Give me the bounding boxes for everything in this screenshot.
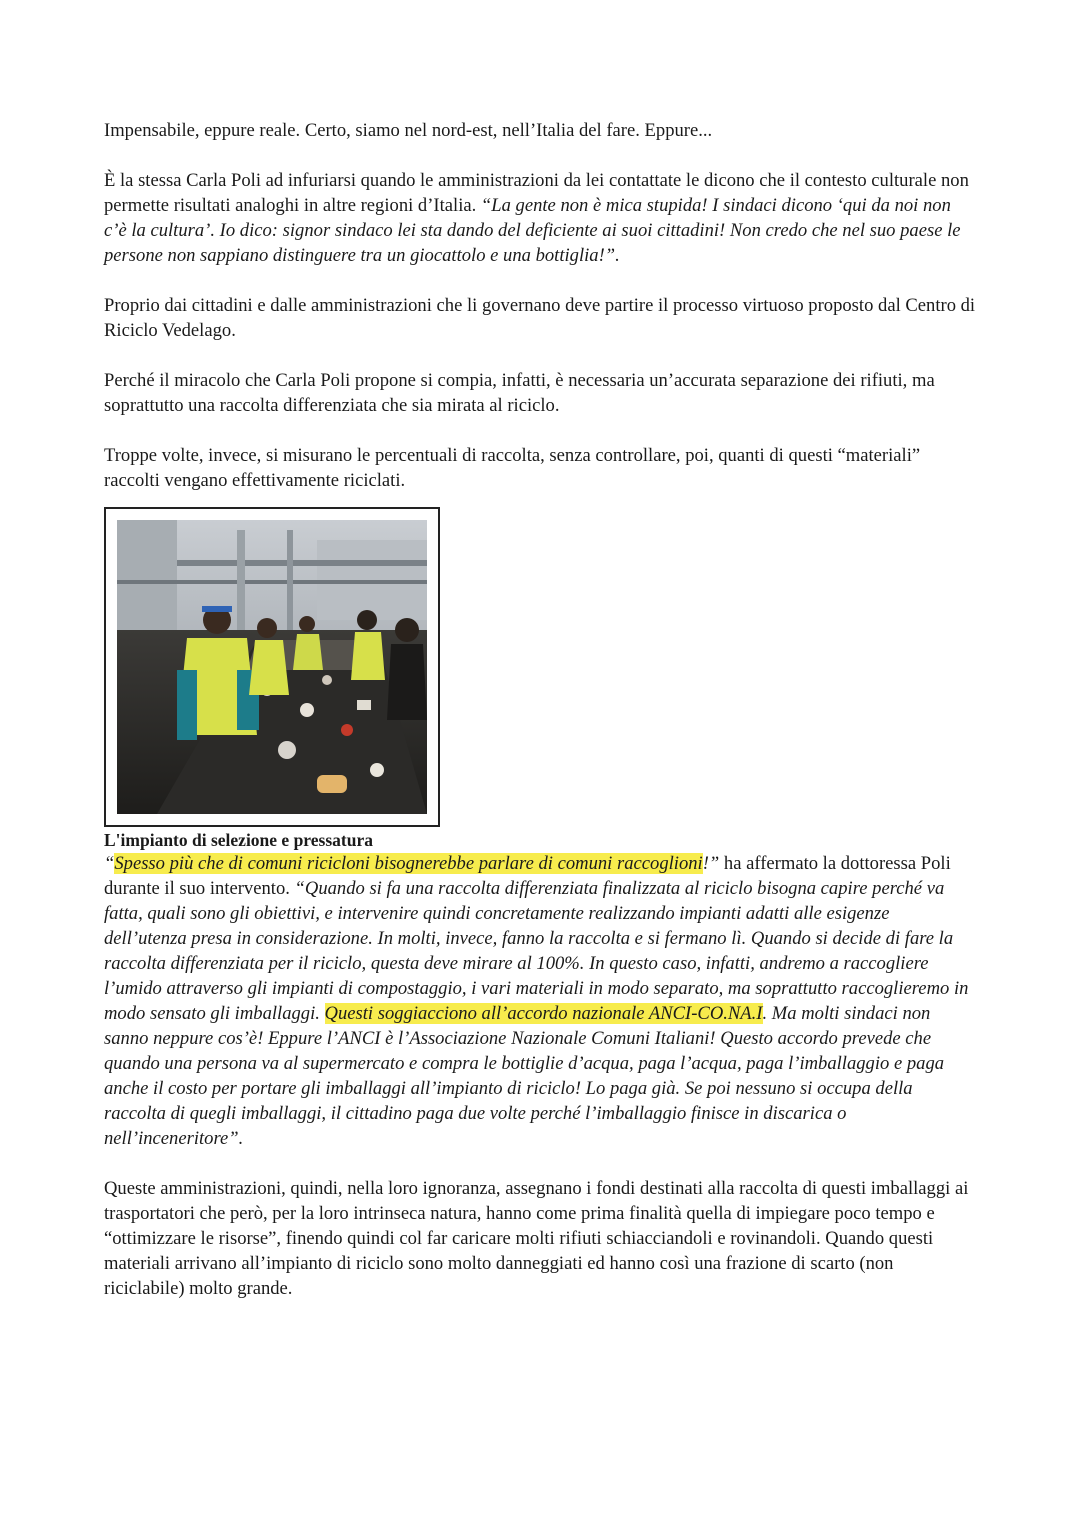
quote-body-2: . Ma molti sindaci non sanno neppure cos’è! Eppure l’ANCI è l’Associazione Nazionale Comuni Italiani! Questo accordo prevede che quando una persona va al supermercato e compra le bottiglie d’acqua, paga l’acqua, paga l’imballaggio e paga anche il costo per portare gli imballaggi all’impianto di riciclo! Lo paga già. Se poi nessuno si occupa della raccolta di quegli imballaggi, il cittadino paga due volte perché l’imballaggio finisce in discarica o nell’inceneritore”. xyxy=(104,1003,945,1149)
quote-body-1: “Quando si fa una raccolta differenziata finalizzata al riciclo bisogna capire perché va fatta, quali sono gli obiettivi, e intervenire quindi concretamente realizzando impianti adatti alle esigenze dell’utenza presa in considerazione. In molti, invece, fanno la raccolta e si fermano lì. Quando si decide di fare la raccolta differenziata per il riciclo, questa deve mirare al 100%. In questo caso, infatti, andremo a raccogliere l’umido attraverso gli impianti di compostaggio, i vari materiali in modo separato, ma soprattutto raccoglieremo in modo sensato gli imballaggi. xyxy=(104,878,969,1024)
photo-frame xyxy=(104,507,440,827)
highlighted-quote-1: Spesso più che di comuni ricicloni bisognerebbe parlare di comuni raccoglioni xyxy=(114,853,703,874)
highlighted-quote-2: Questi soggiacciono all’accordo nazionale ANCI-CO.NA.I xyxy=(324,1003,763,1024)
sorting-line-photo xyxy=(117,520,427,814)
quote-attribution: ha affermato la dottoressa Poli durante il suo intervento. xyxy=(104,853,951,899)
paragraph-2-quote: “La gente non è mica stupida! I sindaci dicono ‘qui da noi non c’è la cultura’. Io dico: signor sindaco lei sta dando del deficiente ai suoi cittadini! Non credo che nel suo paese le persone non sappiano distinguere tra un giocattolo e una bottiglia!”. xyxy=(104,195,961,266)
interview-paragraph xyxy=(104,851,976,1151)
paragraph-3: Proprio dai cittadini e dalle amministrazioni che li governano deve partire il processo virtuoso proposto dal Centro di Riciclo Vedelago. xyxy=(104,295,976,341)
document-page xyxy=(104,118,976,1301)
paragraph-1: Impensabile, eppure reale. Certo, siamo nel nord-est, nell’Italia del fare. Eppure... xyxy=(104,120,713,141)
paragraph-2 xyxy=(104,168,976,268)
quote-open: “ xyxy=(104,853,115,874)
paragraph-2-text: È la stessa Carla Poli ad infuriarsi quando le amministrazioni da lei contattate le dicono che il contesto culturale non permette risultati analoghi in altre regioni d’Italia. xyxy=(104,170,969,216)
paragraph-5: Troppe volte, invece, si misurano le percentuali di raccolta, senza controllare, poi, quanti di questi “materiali” raccolti vengano effettivamente riciclati. xyxy=(104,445,921,491)
paragraph-last: Queste amministrazioni, quindi, nella loro ignoranza, assegnano i fondi destinati alla raccolta di questi imballaggi ai trasportatori che però, per la loro intrinseca natura, hanno come prima finalità quella di impiegare poco tempo e “ottimizzare le risorse”, finendo quindi col far caricare molti rifiuti schiacciandoli e rovinandoli. Quando questi materiali arrivano all’impianto di riciclo sono molto danneggiati ed hanno così una frazione di scarto (non riciclabile) molto grande. xyxy=(104,1178,969,1299)
quote-close: !” xyxy=(702,853,720,874)
photo-caption: L'impianto di selezione e pressatura xyxy=(104,830,373,850)
paragraph-4: Perché il miracolo che Carla Poli propone si compia, infatti, è necessaria un’accurata separazione dei rifiuti, ma soprattutto una raccolta differenziata che sia mirata al riciclo. xyxy=(104,370,935,416)
